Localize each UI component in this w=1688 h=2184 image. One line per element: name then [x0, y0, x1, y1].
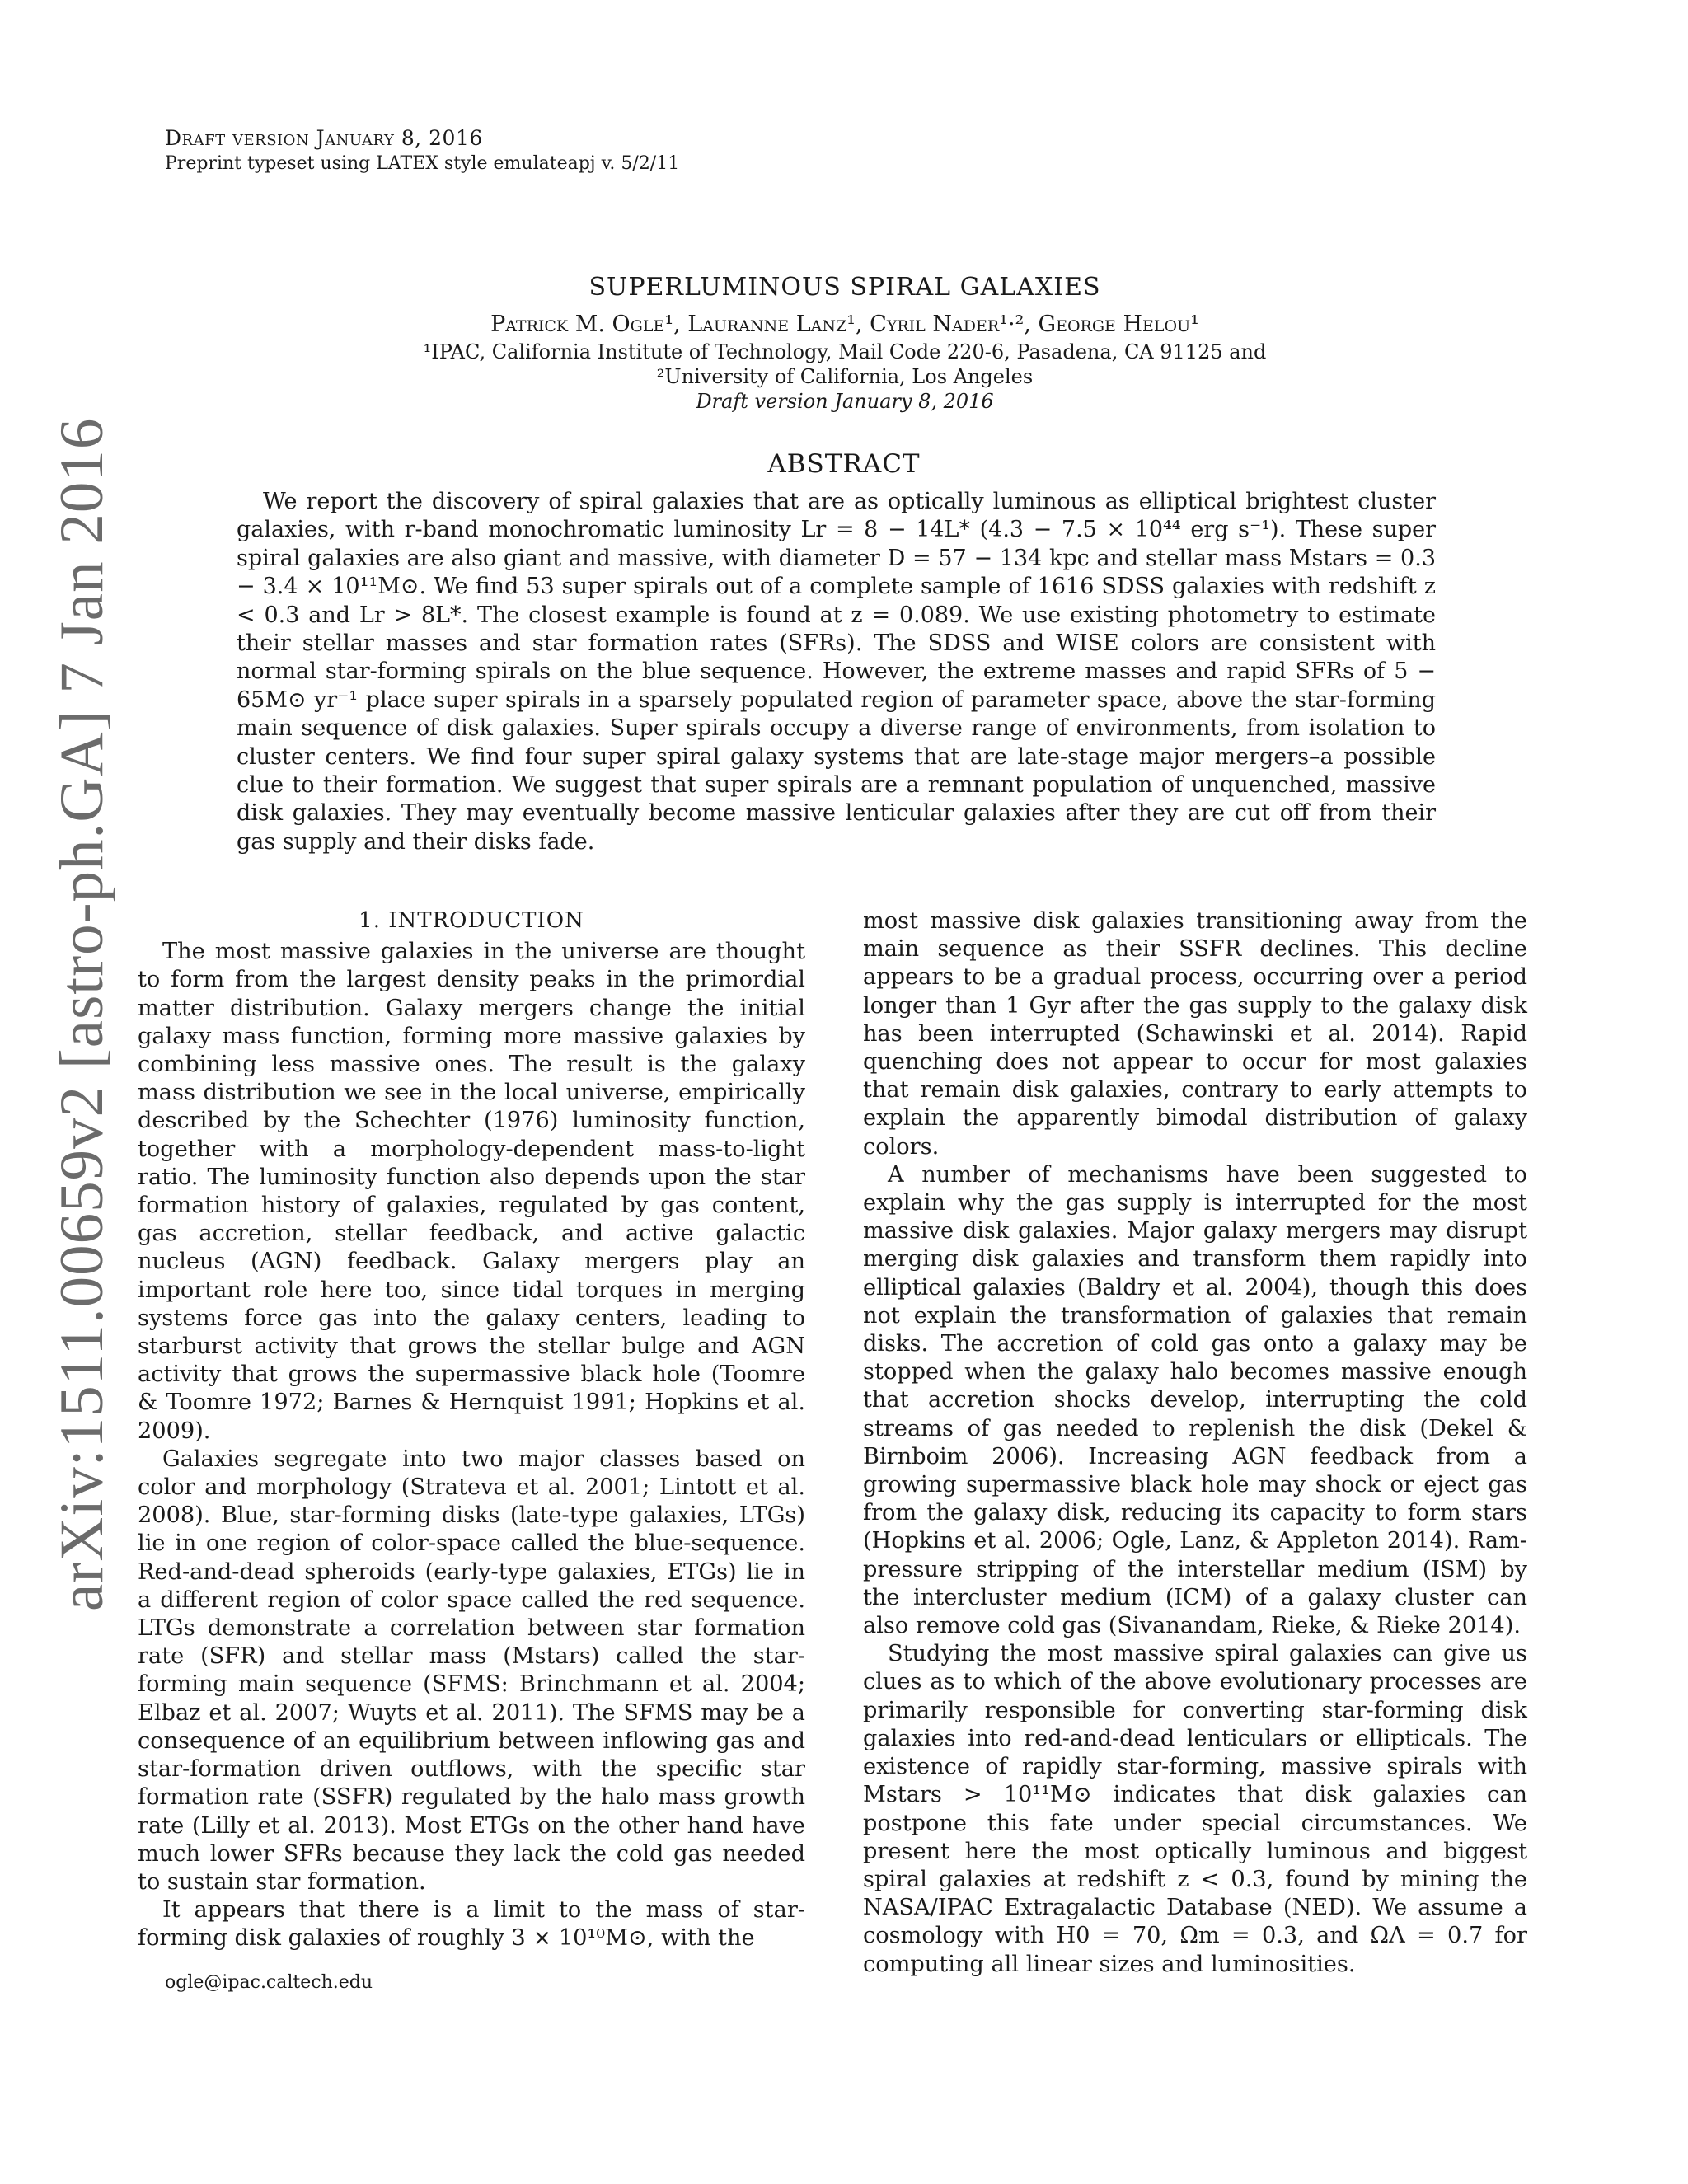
intro-paragraph-3: It appears that there is a limit to the mass of star-forming disk galaxies of roughly 3 × 10¹⁰M⊙, with the: [138, 1897, 805, 1952]
intro-paragraph-4: A number of mechanisms have been suggested to explain why the gas supply is interrupted for the most massive disk galaxies. Major galaxy mergers may disrupt merging disk galaxies and transform them rapidly into elliptical galaxies (Baldry et al. 2004), though this does not explain the transformation of galaxies that remain disks. The accretion of cold gas onto a galaxy may be stopped when the galaxy halo becomes massive enough that accretion shocks develop, interrupting the cold streams of gas needed to replenish the disk (Dekel & Birnboim 2006). Increasing AGN feedback from a growing supermassive black hole may shock or eject gas from the galaxy disk, reducing its capacity to form stars (Hopkins et al. 2006; Ogle, Lanz, & Appleton 2014). Ram-pressure stripping of the interstellar medium (ISM) by the intercluster medium (ICM) of a galaxy cluster can also remove cold gas (Sivanandam, Rieke, & Rieke 2014).: [863, 1161, 1527, 1639]
paper-title: SUPERLUMINOUS SPIRAL GALAXIES: [588, 273, 1101, 302]
affiliation-1: ¹IPAC, California Institute of Technology, Mail Code 220-6, Pasadena, CA 91125 and: [423, 340, 1267, 363]
arxiv-identifier: arXiv:1511.00659v2 [astro-ph.GA] 7 Jan 2016: [48, 417, 116, 1611]
intro-paragraph-5: Studying the most massive spiral galaxies can give us clues as to which of the above evolutionary processes are primarily responsible for converting star-forming disk galaxies into red-and-dead lenticulars or ellipticals. The existence of rapidly star-forming, massive spirals with Mstars > 10¹¹M⊙ indicates that disk galaxies can postpone this fate under special circumstances. We present here the most optically luminous and biggest spiral galaxies at redshift z < 0.3, found by mining the NASA/IPAC Extragalactic Database (NED). We assume a cosmology with H0 = 70, Ωm = 0.3, and ΩΛ = 0.7 for computing all linear sizes and luminosities.: [863, 1641, 1527, 1977]
preprint-line: Preprint typeset using LATEX style emulateapj v. 5/2/11: [165, 153, 680, 174]
draft-header: [165, 125, 679, 176]
intro-paragraph-1: The most massive galaxies in the universe are thought to form from the largest density peaks in the primordial matter distribution. Galaxy mergers change the initial galaxy mass function, forming more massive galaxies by combining less massive ones. The result is the galaxy mass distribution we see in the local universe, empirically described by the Schechter (1976) luminosity function, together with a morphology-dependent mass-to-light ratio. The luminosity function also depends upon the star formation history of galaxies, regulated by gas content, gas accretion, stellar feedback, and active galactic nucleus (AGN) feedback. Galaxy mergers play an important role here too, since tidal torques in merging systems force gas into the galaxy centers, leading to starburst activity that grows the stellar bulge and AGN activity that grows the supermassive black hole (Toomre & Toomre 1972; Barnes & Hernquist 1991; Hopkins et al. 2009).: [138, 939, 805, 1444]
left-column: [138, 907, 805, 1953]
draft-date: Draft version January 8, 2016: [696, 390, 994, 413]
affiliation-2: ²University of California, Los Angeles: [656, 365, 1034, 388]
draft-line: Draft version January 8, 2016: [165, 126, 483, 150]
intro-paragraph-3-continued: most massive disk galaxies transitioning away from the main sequence as their SSFR declines. This decline appears to be a gradual process, occurring over a period longer than 1 Gyr after the gas supply to the galaxy disk has been interrupted (Schawinski et al. 2014). Rapid quenching does not appear to occur for most galaxies that remain disk galaxies, contrary to early attempts to explain the apparently bimodal distribution of galaxy colors.: [863, 908, 1527, 1160]
section-heading-introduction: 1. INTRODUCTION: [359, 908, 584, 933]
right-column: [863, 907, 1527, 1979]
abstract-text: We report the discovery of spiral galaxies that are as optically luminous as elliptical brightest cluster galaxies, with r-band monochromatic luminosity Lr = 8 − 14L* (4.3 − 7.5 × 10⁴⁴ erg s⁻¹). These super spiral galaxies are also giant and massive, with diameter D = 57 − 134 kpc and stellar mass Mstars = 0.3 − 3.4 × 10¹¹M⊙. We find 53 super spirals out of a complete sample of 1616 SDSS galaxies with redshift z < 0.3 and Lr > 8L*. The closest example is found at z = 0.089. We use existing photometry to estimate their stellar masses and star formation rates (SFRs). The SDSS and WISE colors are consistent with normal star-forming spirals on the blue sequence. However, the extreme masses and rapid SFRs of 5 − 65M⊙ yr⁻¹ place super spirals in a sparsely populated region of parameter space, above the star-forming main sequence of disk galaxies. Super spirals occupy a diverse range of environments, from isolation to cluster centers. We find four super spiral galaxy systems that are late-stage major mergers–a possible clue to their formation. We suggest that super spirals are a remnant population of unquenched, massive disk galaxies. They may eventually become massive lenticular galaxies after they are cut off from their gas supply and their disks fade.: [237, 489, 1436, 855]
author-list: Patrick M. Ogle¹, Lauranne Lanz¹, Cyril Nader¹·², George Helou¹: [490, 312, 1199, 337]
title-block: [297, 272, 1393, 414]
author-email-footnote[interactable]: ogle@ipac.caltech.edu: [165, 1972, 373, 1993]
intro-paragraph-2: Galaxies segregate into two major classes based on color and morphology (Strateva et al. 2001; Lintott et al. 2008). Blue, star-forming disks (late-type galaxies, LTGs) lie in one region of color-space called the blue-sequence. Red-and-dead spheroids (early-type galaxies, ETGs) lie in a different region of color space called the red sequence. LTGs demonstrate a correlation between star formation rate (SFR) and stellar mass (Mstars) called the star-forming main sequence (SFMS: Brinchmann et al. 2004; Elbaz et al. 2007; Wuyts et al. 2011). The SFMS may be a consequence of an equilibrium between inflowing gas and star-formation driven outflows, with the specific star formation rate (SSFR) regulated by the halo mass growth rate (Lilly et al. 2013). Most ETGs on the other hand have much lower SFRs because they lack the cold gas needed to sustain star formation.: [138, 1446, 805, 1895]
abstract-heading: ABSTRACT: [767, 449, 921, 479]
